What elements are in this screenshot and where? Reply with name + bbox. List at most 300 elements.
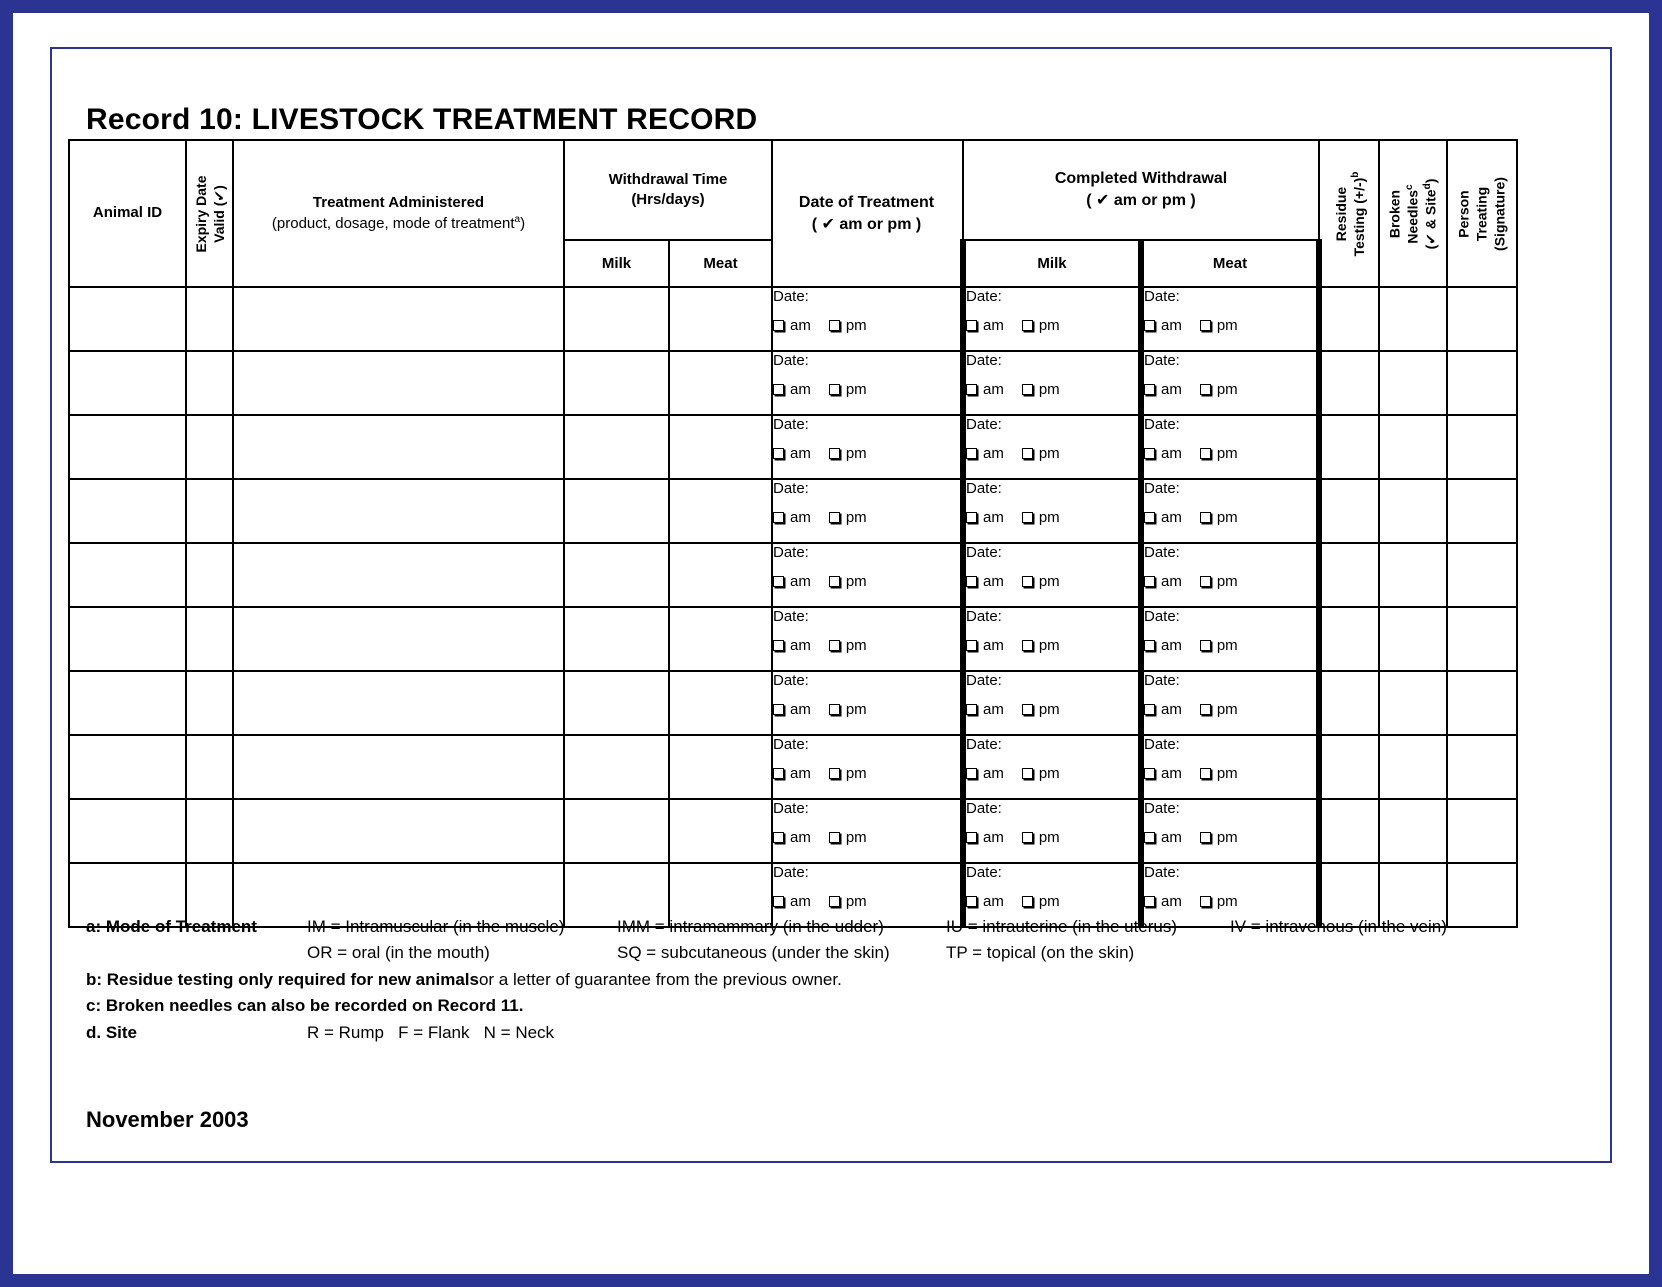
withdrawal-meat-cell[interactable]	[669, 735, 772, 799]
header-completed-milk: Milk	[963, 240, 1141, 287]
pm-label: pm	[1216, 509, 1238, 526]
pm-label: pm	[1216, 573, 1238, 590]
date-label: Date:	[966, 672, 1002, 689]
header-expiry-date-valid	[186, 140, 233, 287]
completed-withdrawal-milk-cell[interactable]	[963, 799, 1141, 863]
completed-withdrawal-meat-cell[interactable]	[1141, 607, 1319, 671]
expiry-date-valid-cell[interactable]	[186, 287, 233, 351]
pm-label: pm	[1038, 381, 1060, 398]
header-completed-meat: Meat	[1141, 240, 1319, 287]
pm-label: pm	[845, 701, 867, 718]
am-checkbox[interactable]	[1144, 384, 1155, 395]
completed-withdrawal-milk-cell[interactable]	[963, 415, 1141, 479]
page-title: Record 10: LIVESTOCK TREATMENT RECORD	[86, 103, 758, 136]
header-person-treating	[1447, 140, 1517, 287]
treatment-record-table	[68, 139, 1518, 928]
person-treating-cell[interactable]	[1447, 607, 1517, 671]
completed-withdrawal-milk-cell[interactable]	[963, 607, 1141, 671]
date-of-treatment-cell[interactable]	[772, 287, 963, 351]
date-label: Date:	[773, 480, 809, 497]
header-broken-needles	[1379, 140, 1447, 287]
person-treating-cell[interactable]	[1447, 671, 1517, 735]
footnote-a-label: a: Mode of Treatment	[86, 917, 257, 936]
am-checkbox[interactable]	[966, 576, 977, 587]
pm-label: pm	[845, 381, 867, 398]
treatment-administered-cell[interactable]	[233, 735, 564, 799]
header-completed-withdrawal: Completed Withdrawal ( ✔ am or pm )	[963, 140, 1319, 240]
withdrawal-meat-cell[interactable]	[669, 607, 772, 671]
date-of-treatment-cell[interactable]	[772, 671, 963, 735]
am-pm-check-hint: ( ✔ am or pm )	[811, 215, 922, 233]
expiry-date-valid-cell[interactable]	[186, 351, 233, 415]
pm-checkbox[interactable]	[1022, 320, 1033, 331]
pm-checkbox[interactable]	[1200, 768, 1211, 779]
mode-im: IM = Intramuscular (in the muscle)	[307, 917, 565, 936]
pm-label: pm	[1216, 765, 1238, 782]
broken-needles-cell[interactable]	[1379, 799, 1447, 863]
pm-checkbox[interactable]	[1022, 384, 1033, 395]
pm-label: pm	[1216, 701, 1238, 718]
broken-needles-cell[interactable]	[1379, 479, 1447, 543]
am-checkbox[interactable]	[1144, 512, 1155, 523]
pm-checkbox[interactable]	[1022, 896, 1033, 907]
pm-checkbox[interactable]	[1200, 832, 1211, 843]
date-of-treatment-cell[interactable]	[772, 415, 963, 479]
footnote-ref-a: a	[514, 213, 521, 225]
person-treating-cell[interactable]	[1447, 543, 1517, 607]
animal-id-label: Animal ID	[92, 204, 163, 222]
date-label: Date:	[1144, 352, 1180, 369]
am-label: am	[1161, 701, 1182, 718]
am-label: am	[983, 445, 1004, 462]
pm-checkbox[interactable]	[1200, 640, 1211, 651]
date-label: Date:	[773, 416, 809, 433]
completed-withdrawal-milk-cell[interactable]	[963, 671, 1141, 735]
residue-testing-cell[interactable]	[1319, 287, 1379, 351]
am-checkbox[interactable]	[966, 448, 977, 459]
header-row-1	[69, 140, 1517, 240]
table-row	[69, 735, 1517, 799]
pm-label: pm	[1216, 637, 1238, 654]
pm-checkbox[interactable]	[1022, 448, 1033, 459]
pm-checkbox[interactable]	[1022, 704, 1033, 715]
am-checkbox[interactable]	[1144, 576, 1155, 587]
table-row	[69, 479, 1517, 543]
withdrawal-milk-cell[interactable]	[564, 479, 669, 543]
withdrawal-milk-cell[interactable]	[564, 735, 669, 799]
pm-checkbox[interactable]	[1200, 896, 1211, 907]
withdrawal-milk-cell[interactable]	[564, 415, 669, 479]
residue-testing-label: Residue Testing $(+/-)^b$	[1332, 171, 1367, 256]
am-checkbox[interactable]	[1144, 320, 1155, 331]
pm-label: pm	[1038, 509, 1060, 526]
table-row	[69, 607, 1517, 671]
treatment-administered-cell[interactable]	[233, 799, 564, 863]
broken-needles-cell[interactable]	[1379, 543, 1447, 607]
form-date: November 2003	[86, 1107, 249, 1132]
animal-id-cell[interactable]	[69, 287, 186, 351]
date-label: Date:	[773, 544, 809, 561]
residue-testing-cell[interactable]	[1319, 479, 1379, 543]
pm-checkbox[interactable]	[1022, 832, 1033, 843]
pm-label: pm	[1038, 573, 1060, 590]
date-label: Date:	[966, 352, 1002, 369]
am-checkbox[interactable]	[773, 448, 784, 459]
withdrawal-meat-cell[interactable]	[669, 799, 772, 863]
am-checkbox[interactable]	[1144, 896, 1155, 907]
treatment-administered-cell[interactable]	[233, 351, 564, 415]
pm-checkbox[interactable]	[829, 832, 840, 843]
date-label: Date:	[966, 416, 1002, 433]
date-label: Date:	[966, 864, 1002, 881]
date-label: Date:	[1144, 864, 1180, 881]
am-checkbox[interactable]	[1144, 832, 1155, 843]
date-label: Date:	[1144, 672, 1180, 689]
pm-label: pm	[1038, 765, 1060, 782]
person-treating-cell[interactable]	[1447, 351, 1517, 415]
residue-testing-cell[interactable]	[1319, 671, 1379, 735]
am-checkbox[interactable]	[966, 512, 977, 523]
pm-label: pm	[1216, 829, 1238, 846]
date-label: Date:	[773, 736, 809, 753]
footnote-d-label: d. Site	[86, 1022, 138, 1042]
form-sheet	[50, 47, 1612, 1163]
person-treating-cell[interactable]	[1447, 479, 1517, 543]
date-label: Date:	[1144, 416, 1180, 433]
date-label: Date:	[773, 352, 809, 369]
date-label: Date:	[1144, 736, 1180, 753]
broken-needles-cell[interactable]	[1379, 607, 1447, 671]
mode-or: OR = oral (in the mouth)	[307, 943, 490, 963]
pm-label: pm	[845, 317, 867, 334]
completed-withdrawal-milk-cell[interactable]	[963, 287, 1141, 351]
completed-withdrawal-meat-cell[interactable]	[1141, 287, 1319, 351]
withdrawal-milk-cell[interactable]	[564, 351, 669, 415]
withdrawal-milk-cell[interactable]	[564, 799, 669, 863]
animal-id-cell[interactable]	[69, 543, 186, 607]
broken-needles-cell[interactable]	[1379, 671, 1447, 735]
footnote-d	[86, 1023, 1576, 1043]
table-row	[69, 415, 1517, 479]
am-checkbox[interactable]	[773, 320, 784, 331]
pm-checkbox[interactable]	[829, 384, 840, 395]
footnote-ref-c: c	[1404, 183, 1416, 190]
residue-testing-cell[interactable]	[1319, 351, 1379, 415]
am-label: am	[1161, 893, 1182, 910]
footnote-b: b: Residue testing only required for new animals or a letter of guarantee from the previous owner.	[86, 969, 842, 989]
pm-checkbox[interactable]	[1200, 320, 1211, 331]
pm-checkbox[interactable]	[829, 512, 840, 523]
am-label: am	[983, 893, 1004, 910]
date-label: Date:	[966, 608, 1002, 625]
date-label: Date:	[773, 672, 809, 689]
animal-id-cell[interactable]	[69, 799, 186, 863]
date-of-treatment-cell[interactable]	[772, 735, 963, 799]
header-withdrawal-milk: Milk	[564, 240, 669, 287]
date-label: Date:	[966, 544, 1002, 561]
completed-withdrawal-meat-cell[interactable]	[1141, 735, 1319, 799]
pm-checkbox[interactable]	[1022, 640, 1033, 651]
am-checkbox[interactable]	[966, 640, 977, 651]
expiry-date-valid-cell[interactable]	[186, 799, 233, 863]
table-row	[69, 543, 1517, 607]
record-rows	[69, 287, 1517, 927]
am-label: am	[790, 381, 811, 398]
footnote-ref-d: d	[1422, 182, 1434, 189]
animal-id-cell[interactable]	[69, 415, 186, 479]
pm-label: pm	[845, 637, 867, 654]
broken-needles-cell[interactable]	[1379, 735, 1447, 799]
date-label: Date:	[773, 608, 809, 625]
am-label: am	[790, 829, 811, 846]
residue-testing-cell[interactable]	[1319, 543, 1379, 607]
header-residue-testing	[1319, 140, 1379, 287]
withdrawal-milk-cell[interactable]	[564, 287, 669, 351]
mode-sq: SQ = subcutaneous (under the skin)	[617, 943, 890, 963]
date-label: Date:	[966, 800, 1002, 817]
am-checkbox[interactable]	[1144, 768, 1155, 779]
pm-label: pm	[845, 765, 867, 782]
pm-label: pm	[1038, 701, 1060, 718]
pm-checkbox[interactable]	[1022, 768, 1033, 779]
table-row	[69, 671, 1517, 735]
pm-label: pm	[845, 893, 867, 910]
date-label: Date:	[1144, 544, 1180, 561]
broken-needles-cell[interactable]	[1379, 287, 1447, 351]
date-of-treatment-cell[interactable]	[772, 351, 963, 415]
treatment-administered-cell[interactable]	[233, 415, 564, 479]
am-label: am	[983, 573, 1004, 590]
am-label: am	[1161, 509, 1182, 526]
withdrawal-meat-cell[interactable]	[669, 351, 772, 415]
person-treating-cell[interactable]	[1447, 287, 1517, 351]
treatment-subtitle: (product, dosage, mode of treatment$^a$)	[271, 213, 526, 232]
pm-checkbox[interactable]	[829, 448, 840, 459]
am-checkbox[interactable]	[966, 320, 977, 331]
am-checkbox[interactable]	[1144, 640, 1155, 651]
pm-checkbox[interactable]	[829, 896, 840, 907]
withdrawal-meat-cell[interactable]	[669, 671, 772, 735]
table-row	[69, 287, 1517, 351]
mode-iv: IV = intravenous (in the vein)	[1230, 917, 1447, 936]
pm-label: pm	[1038, 829, 1060, 846]
am-checkbox[interactable]	[966, 768, 977, 779]
site-codes: R = Rump F = Flank N = Neck	[307, 1022, 555, 1042]
header-withdrawal-meat: Meat	[669, 240, 772, 287]
treatment-title: Treatment Administered	[312, 194, 485, 212]
am-checkbox[interactable]	[966, 704, 977, 715]
pm-label: pm	[845, 829, 867, 846]
completed-withdrawal-meat-cell[interactable]	[1141, 479, 1319, 543]
am-label: am	[1161, 381, 1182, 398]
table-row	[69, 799, 1517, 863]
pm-checkbox[interactable]	[829, 704, 840, 715]
expiry-date-valid-cell[interactable]	[186, 415, 233, 479]
treatment-administered-cell[interactable]	[233, 543, 564, 607]
am-label: am	[983, 701, 1004, 718]
treatment-administered-cell[interactable]	[233, 287, 564, 351]
am-label: am	[1161, 765, 1182, 782]
pm-label: pm	[1216, 893, 1238, 910]
footnotes	[86, 917, 1576, 1049]
pm-label: pm	[1216, 445, 1238, 462]
pm-checkbox[interactable]	[829, 320, 840, 331]
date-label: Date:	[1144, 800, 1180, 817]
am-label: am	[1161, 445, 1182, 462]
animal-id-cell[interactable]	[69, 671, 186, 735]
withdrawal-meat-cell[interactable]	[669, 479, 772, 543]
animal-id-cell[interactable]	[69, 607, 186, 671]
date-label: Date:	[966, 736, 1002, 753]
expiry-date-valid-cell[interactable]	[186, 607, 233, 671]
table-row	[69, 351, 1517, 415]
pm-label: pm	[1038, 893, 1060, 910]
am-label: am	[983, 317, 1004, 334]
date-label: Date:	[1144, 288, 1180, 305]
footnote-c: c: Broken needles can also be recorded on Record 11.	[86, 996, 524, 1016]
broken-needles-label: Broken Needles$^c$ (✔ & Site$^d$)	[1386, 178, 1440, 249]
mode-imm: IMM = intramammary (in the udder)	[617, 917, 884, 936]
am-checkbox[interactable]	[1144, 448, 1155, 459]
expiry-date-valid-cell[interactable]	[186, 479, 233, 543]
pm-label: pm	[1216, 381, 1238, 398]
am-checkbox[interactable]	[773, 640, 784, 651]
pm-checkbox[interactable]	[1200, 704, 1211, 715]
header-treatment-administered	[233, 140, 564, 287]
am-label: am	[790, 317, 811, 334]
withdrawal-milk-cell[interactable]	[564, 607, 669, 671]
pm-label: pm	[845, 573, 867, 590]
pm-label: pm	[1216, 317, 1238, 334]
residue-testing-cell[interactable]	[1319, 799, 1379, 863]
am-checkbox[interactable]	[773, 832, 784, 843]
completed-withdrawal-meat-cell[interactable]	[1141, 351, 1319, 415]
am-checkbox[interactable]	[773, 384, 784, 395]
person-treating-cell[interactable]	[1447, 415, 1517, 479]
broken-needles-cell[interactable]	[1379, 351, 1447, 415]
footnote-a-line-1	[86, 917, 1576, 937]
header-withdrawal-time: Withdrawal Time (Hrs/days)	[564, 140, 772, 240]
mode-iu: IU = intrauterine (in the uterus)	[946, 917, 1178, 936]
pm-checkbox[interactable]	[1200, 448, 1211, 459]
expiry-date-valid-label: Expiry Date Valid (✔)	[192, 174, 227, 253]
person-treating-label: Person Treating (Signature)	[1455, 176, 1509, 251]
pm-checkbox[interactable]	[829, 768, 840, 779]
footnote-ref-b: b	[1350, 171, 1362, 178]
am-label: am	[983, 509, 1004, 526]
date-of-treatment-cell[interactable]	[772, 799, 963, 863]
header-date-of-treatment: Date of Treatment ( ✔ am or pm )	[772, 140, 963, 287]
am-pm-check-hint: ( ✔ am or pm )	[1086, 192, 1196, 209]
animal-id-cell[interactable]	[69, 735, 186, 799]
pm-checkbox[interactable]	[1022, 576, 1033, 587]
residue-testing-cell[interactable]	[1319, 735, 1379, 799]
am-label: am	[790, 637, 811, 654]
am-label: am	[1161, 637, 1182, 654]
animal-id-cell[interactable]	[69, 479, 186, 543]
date-label: Date:	[1144, 608, 1180, 625]
date-label: Date:	[966, 288, 1002, 305]
completed-withdrawal-milk-cell[interactable]	[963, 351, 1141, 415]
am-label: am	[983, 381, 1004, 398]
completed-withdrawal-meat-cell[interactable]	[1141, 799, 1319, 863]
am-checkbox[interactable]	[1144, 704, 1155, 715]
person-treating-cell[interactable]	[1447, 735, 1517, 799]
pm-checkbox[interactable]	[829, 576, 840, 587]
am-label: am	[983, 765, 1004, 782]
pm-checkbox[interactable]	[1200, 384, 1211, 395]
date-label: Date:	[773, 288, 809, 305]
am-checkbox[interactable]	[966, 832, 977, 843]
am-checkbox[interactable]	[773, 576, 784, 587]
pm-label: pm	[845, 445, 867, 462]
am-checkbox[interactable]	[773, 768, 784, 779]
date-of-treatment-cell[interactable]	[772, 607, 963, 671]
person-treating-cell[interactable]	[1447, 799, 1517, 863]
completed-withdrawal-meat-cell[interactable]	[1141, 671, 1319, 735]
pm-label: pm	[1038, 637, 1060, 654]
pm-checkbox[interactable]	[1200, 576, 1211, 587]
am-label: am	[1161, 829, 1182, 846]
expiry-date-valid-cell[interactable]	[186, 671, 233, 735]
pm-checkbox[interactable]	[1022, 512, 1033, 523]
header-animal-id	[69, 140, 186, 287]
treatment-administered-cell[interactable]	[233, 479, 564, 543]
withdrawal-milk-cell[interactable]	[564, 543, 669, 607]
broken-needles-cell[interactable]	[1379, 415, 1447, 479]
am-checkbox[interactable]	[773, 704, 784, 715]
am-label: am	[790, 765, 811, 782]
expiry-date-valid-cell[interactable]	[186, 735, 233, 799]
treatment-administered-cell[interactable]	[233, 607, 564, 671]
am-label: am	[790, 893, 811, 910]
completed-withdrawal-meat-cell[interactable]	[1141, 415, 1319, 479]
withdrawal-milk-cell[interactable]	[564, 671, 669, 735]
date-of-treatment-cell[interactable]	[772, 479, 963, 543]
am-checkbox[interactable]	[773, 896, 784, 907]
treatment-administered-cell[interactable]	[233, 671, 564, 735]
withdrawal-meat-cell[interactable]	[669, 287, 772, 351]
date-of-treatment-cell[interactable]	[772, 543, 963, 607]
mode-tp: TP = topical (on the skin)	[946, 943, 1135, 963]
completed-withdrawal-milk-cell[interactable]	[963, 543, 1141, 607]
am-label: am	[1161, 573, 1182, 590]
residue-testing-cell[interactable]	[1319, 415, 1379, 479]
footnote-a-line-2	[86, 943, 1576, 963]
residue-testing-cell[interactable]	[1319, 607, 1379, 671]
animal-id-cell[interactable]	[69, 351, 186, 415]
completed-withdrawal-milk-cell[interactable]	[963, 735, 1141, 799]
completed-withdrawal-milk-cell[interactable]	[963, 479, 1141, 543]
completed-withdrawal-meat-cell[interactable]	[1141, 543, 1319, 607]
am-label: am	[983, 829, 1004, 846]
am-checkbox[interactable]	[773, 512, 784, 523]
am-checkbox[interactable]	[966, 384, 977, 395]
am-label: am	[790, 445, 811, 462]
withdrawal-meat-cell[interactable]	[669, 543, 772, 607]
date-label: Date:	[1144, 480, 1180, 497]
am-checkbox[interactable]	[966, 896, 977, 907]
withdrawal-meat-cell[interactable]	[669, 415, 772, 479]
pm-label: pm	[1038, 317, 1060, 334]
date-label: Date:	[773, 800, 809, 817]
expiry-date-valid-cell[interactable]	[186, 543, 233, 607]
pm-label: pm	[845, 509, 867, 526]
pm-checkbox[interactable]	[829, 640, 840, 651]
am-label: am	[1161, 317, 1182, 334]
am-label: am	[790, 701, 811, 718]
pm-checkbox[interactable]	[1200, 512, 1211, 523]
